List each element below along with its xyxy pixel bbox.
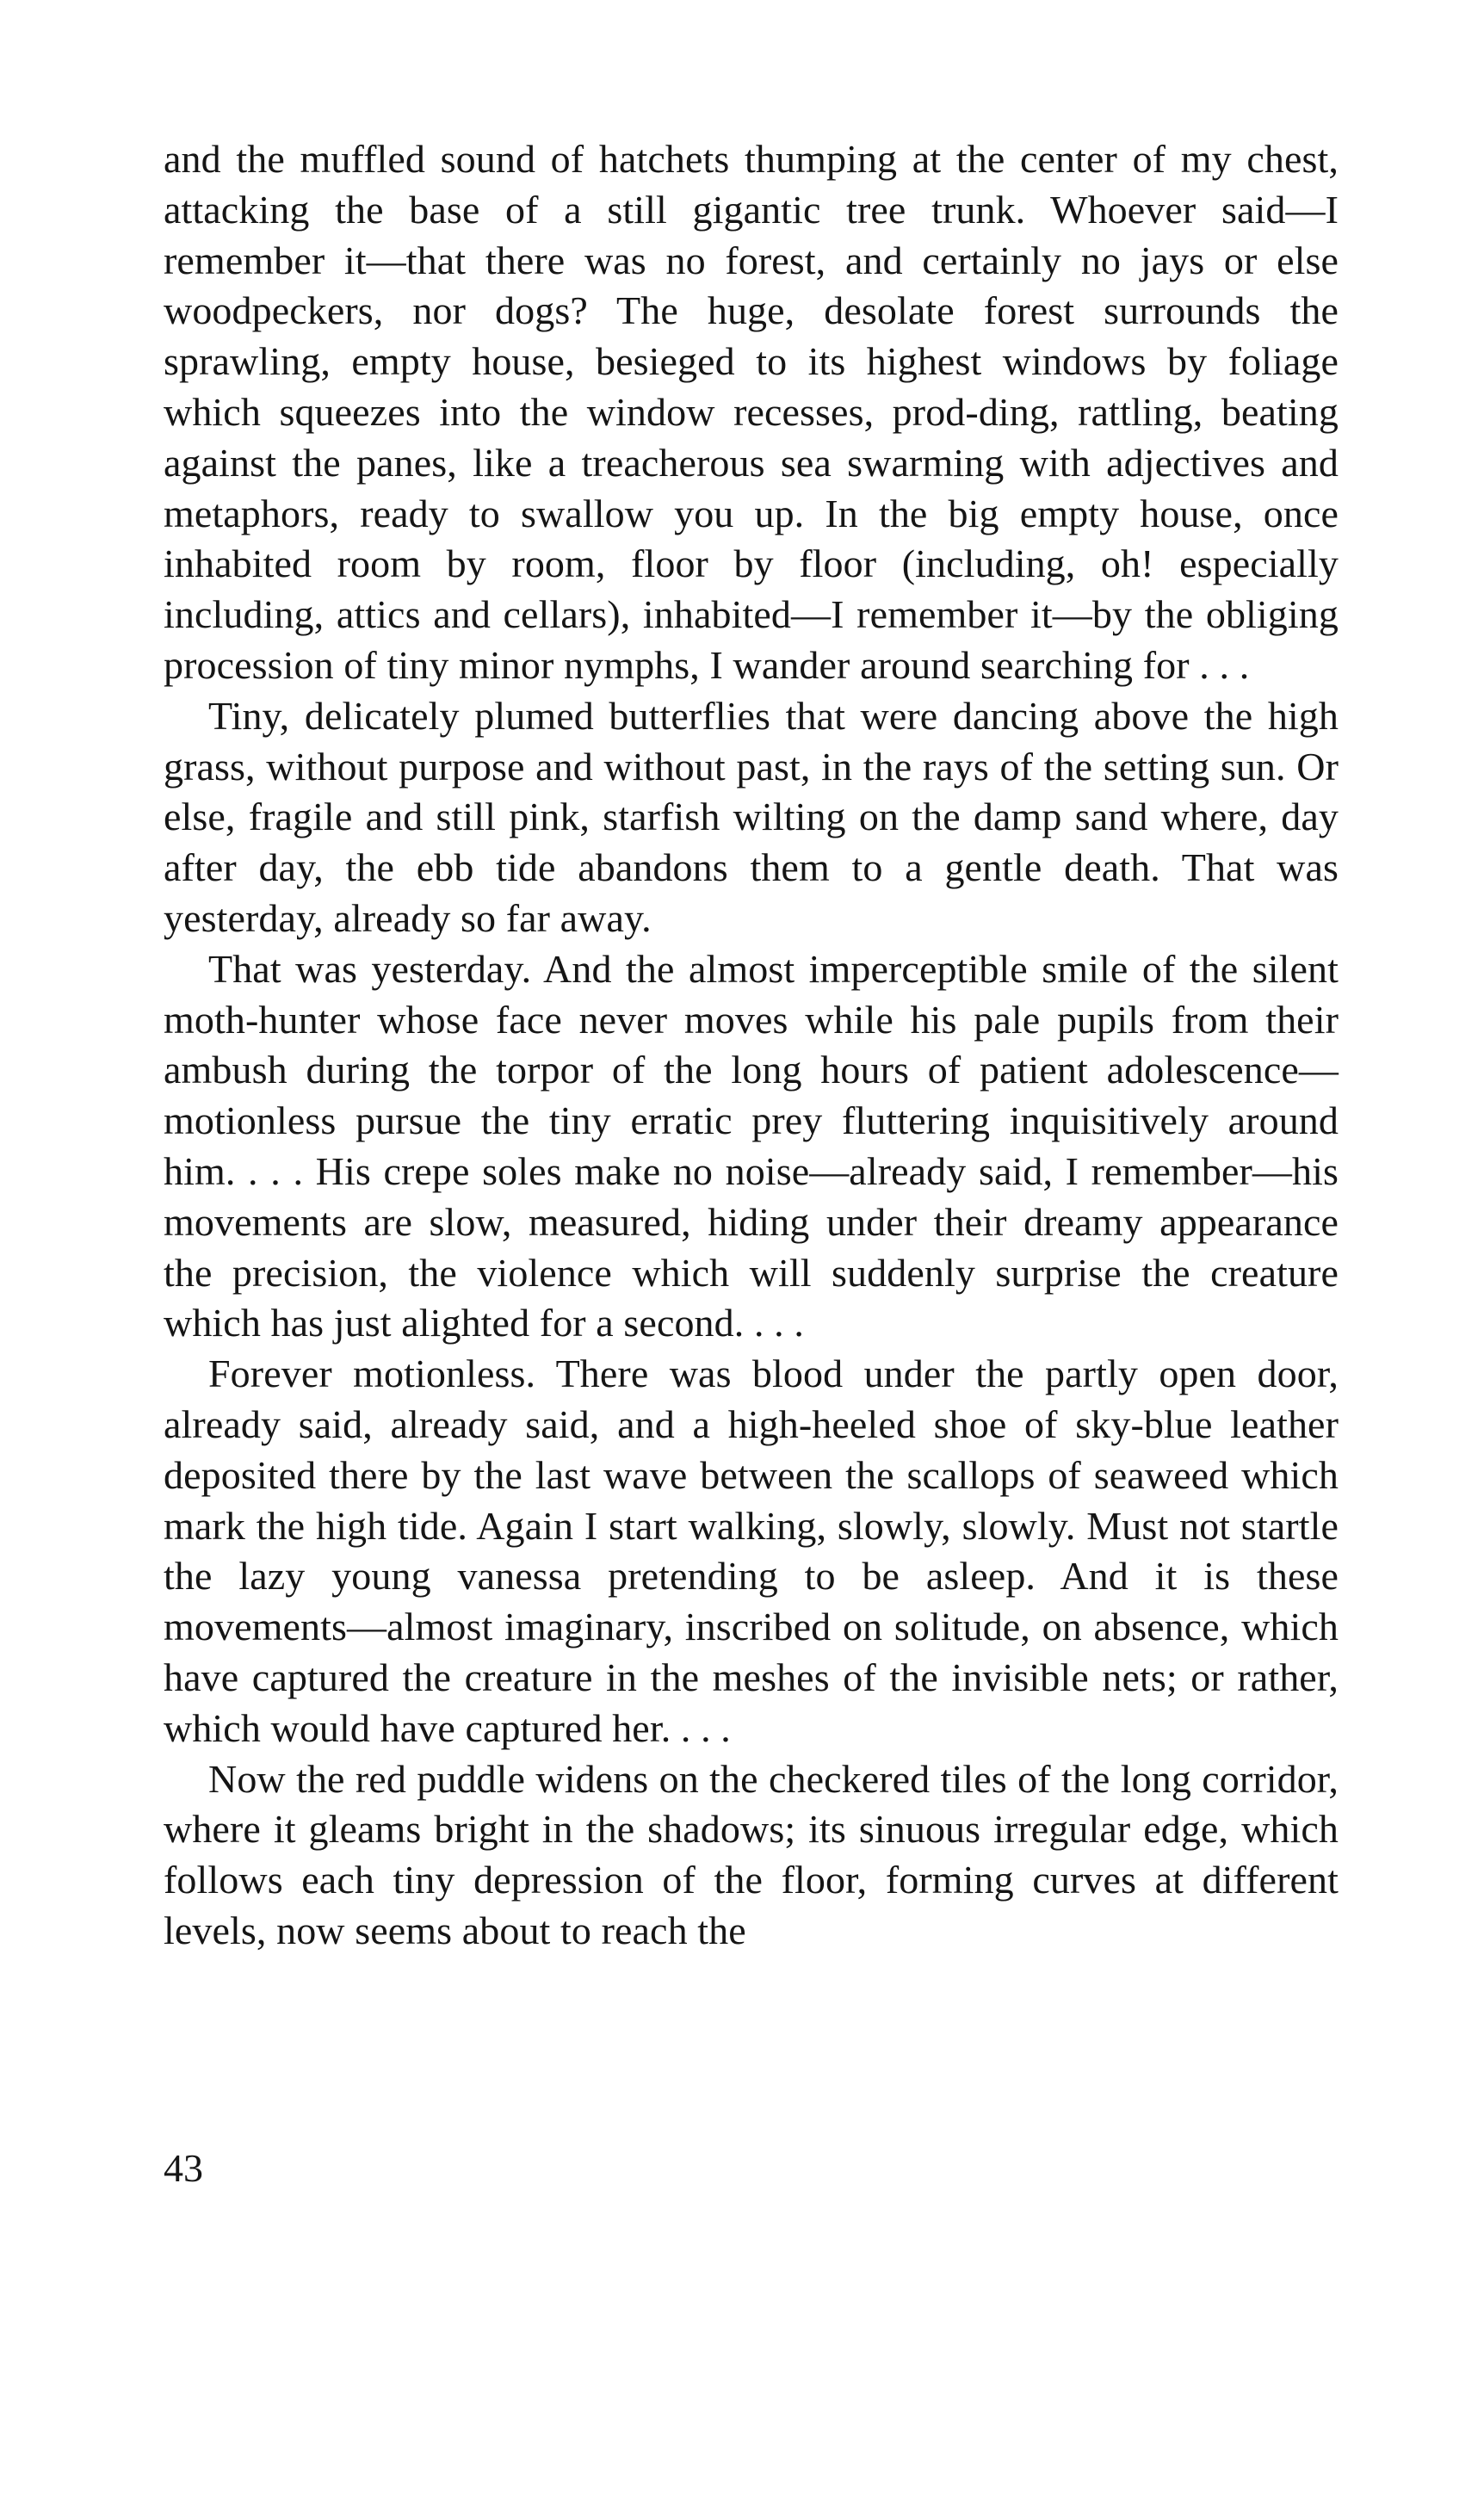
paragraph-2: Tiny, delicately plumed butterflies that were dancing above the high grass, without purpose and without past, in the rays of the setting sun. Or else, fragile and still pink, starfish wilting on the damp sand where, day after day, the ebb tide abandons them to a gentle death. That was yesterday, already so far away. (164, 693, 1339, 940)
paragraph-3: That was yesterday. And the almost imperceptible smile of the silent moth-hunter whose face never moves while his pale pupils from their ambush during the torpor of the long hours of patient adolescence—motionless pursue the tiny erratic prey fluttering inquisitively around him. . . . His crepe soles make no noise—already said, I remember—his movements are slow, measured, hiding under their dreamy appearance the precision, the violence which will suddenly surprise the creature which has just alighted for a second. . . . (164, 946, 1339, 1345)
body-text (164, 134, 1339, 1957)
page-number: 43 (164, 2146, 203, 2190)
paragraph-4: Forever motionless. There was blood under the partly open door, already said, already said, and a high-heeled shoe of sky-blue leather deposited there by the last wave between the scallops of seaweed which mark the high tide. Again I start walking, slowly, slowly. Must not startle the lazy young vanessa pretending to be asleep. And it is these movements—almost imaginary, inscribed on solitude, on absence, which have captured the creature in the meshes of the invisible nets; or rather, which would have captured her. . . . (164, 1351, 1339, 1750)
paragraph-1: and the muffled sound of hatchets thumping at the center of my chest, attacking the base of a still gigantic tree trunk. Whoever said—I remember it—that there was no forest, and certainly no jays or else woodpeckers, nor dogs? The huge, desolate forest surrounds the sprawling, empty house, besieged to its highest windows by foliage which squeezes into the window recesses, prod-ding, rattling, beating against the panes, like a treacherous sea swarming with adjectives and metaphors, ready to swallow you up. In the big empty house, once inhabited room by room, floor by floor (including, oh! especially including, attics and cellars), inhabited—I remember it—by the obliging procession of tiny minor nymphs, I wander around searching for . . . (164, 137, 1339, 687)
paragraph-5: Now the red puddle widens on the checkered tiles of the long corridor, where it gleams bright in the shadows; its sinuous irregular edge, which follows each tiny depression of the floor, forming curves at different levels, now seems about to reach the (164, 1756, 1339, 1952)
